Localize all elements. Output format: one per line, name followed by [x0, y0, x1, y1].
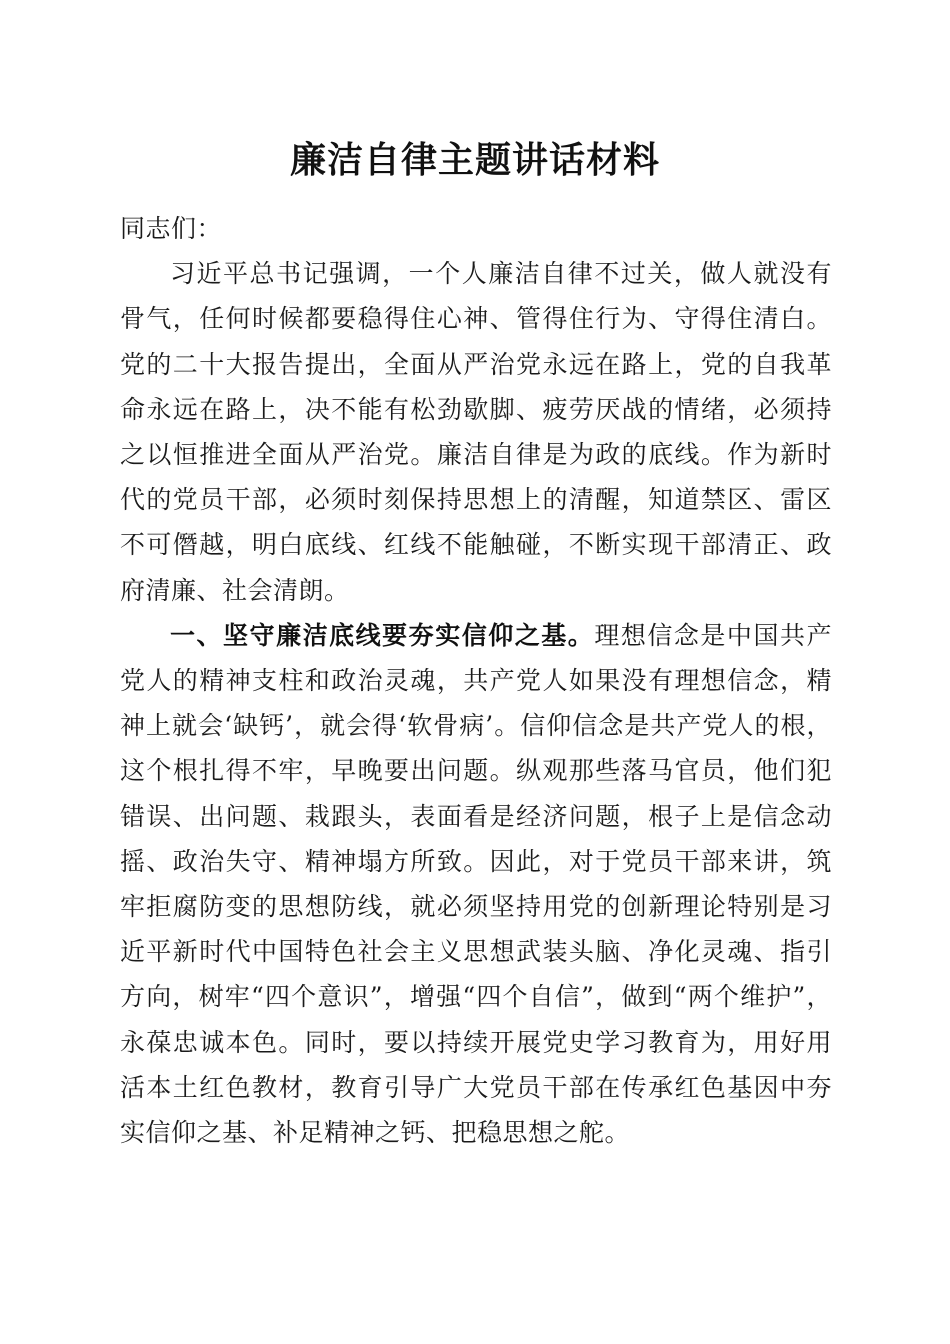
document-title: 廉洁自律主题讲话材料: [289, 139, 660, 181]
paragraph-section-1: [120, 613, 832, 1155]
paragraph-intro-text: 习近平总书记强调，一个人廉洁自律不过关，做人就没有骨气，任何时候都要稳得住心神、管得住行为、守得住清白。党的二十大报告提出，全面从严治党永远在路上，党的自我革命永远在路上，决不能有松劲歇脚、疲劳厌战的情绪，必须持之以恒推进全面从严治党。廉洁自律是为政的底线。作为新时代的党员干部，必须时刻保持思想上的清醒，知道禁区、雷区不可僭越，明白底线、红线不能触碰，不断实现干部清正、政府清廉、社会清朗。: [120, 259, 832, 605]
salutation: 同志们：: [120, 214, 223, 243]
document-body: [120, 206, 832, 1155]
section-1-text: 理想信念是中国共产党人的精神支柱和政治灵魂，共产党人如果没有理想信念，精神上就会‘缺钙’，就会得‘软骨病’。信仰信念是共产党人的根，这个根扎得不牢，早晚要出问题。纵观那些落马官员，他们犯错误、出问题、栽跟头，表面看是经济问题，根子上是信念动摇、政治失守、精神塌方所致。因此，对于党员干部来讲，筑牢拒腐防变的思想防线，就必须坚持用党的创新理论特别是习近平新时代中国特色社会主义思想武装头脑、净化灵魂、指引方向，树牢“四个意识”，增强“四个自信”，做到“两个维护”，永葆忠诚本色。同时，要以持续开展党史学习教育为，用好用活本土红色教材，教育引导广大党员干部在传承红色基因中夯实信仰之基、补足精神之钙、把稳思想之舵。: [120, 620, 832, 1148]
paragraph-intro: [120, 251, 832, 613]
section-1-heading: 一、坚守廉洁底线要夯实信仰之基。: [170, 620, 595, 650]
